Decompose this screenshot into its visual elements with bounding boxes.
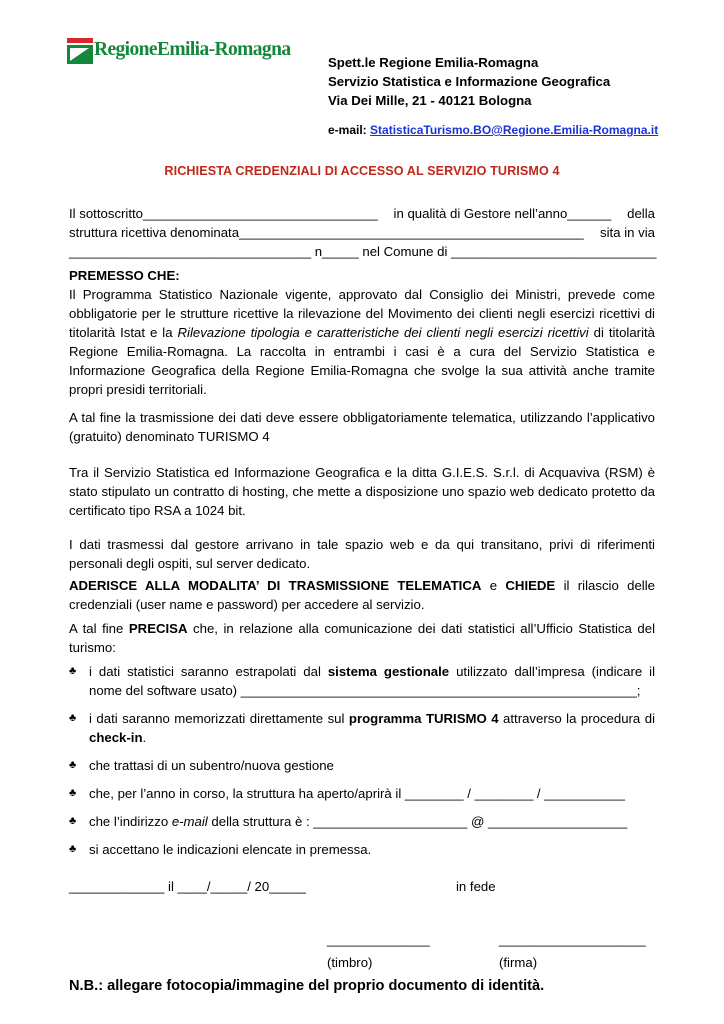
premesso-section <box>69 266 655 399</box>
intro-text: in qualità di Gestore nell’anno______ <box>393 206 612 221</box>
intro-block <box>69 204 655 261</box>
chiede-bold: CHIEDE <box>505 578 556 593</box>
intro-text: Il sottoscritto________________________________ <box>69 206 378 221</box>
logo-text: RegioneEmilia-Romagna <box>94 39 291 60</box>
precisa-bold: PRECISA <box>128 621 188 636</box>
club-bullet-icon: ♣ <box>69 843 77 855</box>
premesso-paragraph-1: Il Programma Statistico Nazionale vigente, approvato dal Consiglio dei Ministri, prevede come obbligatorie per le strutture ricettive la rilevazione del Movimento dei clienti negli esercizi ricettivi di titolarità Istat e la Rilevazione tipologia e caratteristiche dei clienti negli esercizi ricettivi di titolarità Regione Emilia-Romagna. La raccolta in entrambi i casi è a cura del Servizio Statistica e Informazione Geografica della Regione Emilia-Romagna che svolge la sua attività anche tramite propri presidi territoriali. <box>69 287 655 397</box>
list-item: ♣ i dati statistici saranno estrapolati dal sistema gestionale utilizzato dall’impresa (indicare il nome del software usato) ______________________________________________________; <box>69 664 656 698</box>
regione-flag-icon <box>67 36 93 66</box>
premesso-paragraph-2: A tal fine la trasmissione dei dati deve essere obbligatoriamente telematica, utilizzando l’applicativo (gratuito) denominato TURISMO 4 <box>69 410 655 444</box>
precisa-paragraph: A tal fine PRECISA che, in relazione alla comunicazione dei dati statistici all’Ufficio Statistica del turismo: <box>69 621 656 655</box>
intro-line-3 <box>69 242 655 261</box>
place-date-field: _____________ il ____/_____/ 20_____ <box>69 879 306 894</box>
timbro-label: (timbro) <box>327 955 373 970</box>
intro-text: _________________________________ n_____ nel Comune di ____________________________ <box>69 244 657 259</box>
timbro-line: ______________ <box>327 932 430 947</box>
regione-logo <box>67 36 291 70</box>
document-title: RICHIESTA CREDENZIALI DI ACCESSO AL SERVIZIO TURISMO 4 <box>164 164 560 178</box>
declarations-list <box>69 662 655 868</box>
intro-line-1 <box>69 204 655 223</box>
aderisce-paragraph: ADERISCE ALLA MODALITA’ DI TRASMISSIONE TELEMATICA e CHIEDE il rilascio delle credenziali (user name e password) per accedere al servizio. <box>69 578 655 612</box>
email-line <box>328 121 658 140</box>
intro-text: della <box>627 206 655 221</box>
recipient-address <box>328 53 610 110</box>
premesso-heading: PREMESSO CHE: <box>69 268 180 283</box>
club-bullet-icon: ♣ <box>69 787 77 799</box>
address-line: Servizio Statistica e Informazione Geografica <box>328 74 611 89</box>
intro-line-2 <box>69 223 655 242</box>
email-label: e-mail: <box>328 123 367 137</box>
email-link[interactable]: StatisticaTurismo.BO@Regione.Emilia-Romagna.it <box>370 123 659 137</box>
firma-label: (firma) <box>499 955 538 970</box>
intro-text: struttura ricettiva denominata_______________________________________________ <box>69 225 584 240</box>
list-item: ♣ si accettano le indicazioni elencate in premessa. <box>69 842 372 857</box>
list-item: ♣ che l’indirizzo e-mail della struttura è : _____________________ @ ___________________ <box>69 814 628 829</box>
address-line: Via Dei Mille, 21 - 40121 Bologna <box>328 93 532 108</box>
rilevazione-name: Rilevazione tipologia e caratteristiche dei clienti negli esercizi ricettivi <box>177 325 589 340</box>
club-bullet-icon: ♣ <box>69 759 77 771</box>
club-bullet-icon: ♣ <box>69 712 77 724</box>
address-line: Spett.le Regione Emilia-Romagna <box>328 55 539 70</box>
premesso-paragraph-3: Tra il Servizio Statistica ed Informazione Geografica e la ditta G.I.E.S. S.r.l. di Acquaviva (RSM) è stato stipulato un contratto di hosting, che mette a disposizione uno spazio web dedicato protetto da certificato tipo RSA a 1024 bit. <box>69 465 655 518</box>
aderisce-bold: ADERISCE ALLA MODALITA’ DI TRASMISSIONE TELEMATICA <box>69 578 482 593</box>
list-item: ♣ che, per l’anno in corso, la struttura ha aperto/aprirà il ________ / ________ / ___________ <box>69 786 625 801</box>
premesso-paragraph-4: I dati trasmessi dal gestore arrivano in tale spazio web e da qui transitano, privi di riferimenti personali degli ospiti, sul server dedicato. <box>69 537 655 571</box>
list-item: ♣ i dati saranno memorizzati direttamente sul programma TURISMO 4 attraverso la procedura di check-in. <box>69 711 655 745</box>
nb-note: N.B.: allegare fotocopia/immagine del proprio documento di identità. <box>69 978 545 994</box>
intro-text: sita in via <box>600 225 655 240</box>
club-bullet-icon: ♣ <box>69 815 77 827</box>
list-item: ♣ che trattasi di un subentro/nuova gestione <box>69 758 334 773</box>
in-fede-label: in fede <box>456 879 496 894</box>
club-bullet-icon: ♣ <box>69 665 77 677</box>
firma-line: ____________________ <box>499 932 646 947</box>
